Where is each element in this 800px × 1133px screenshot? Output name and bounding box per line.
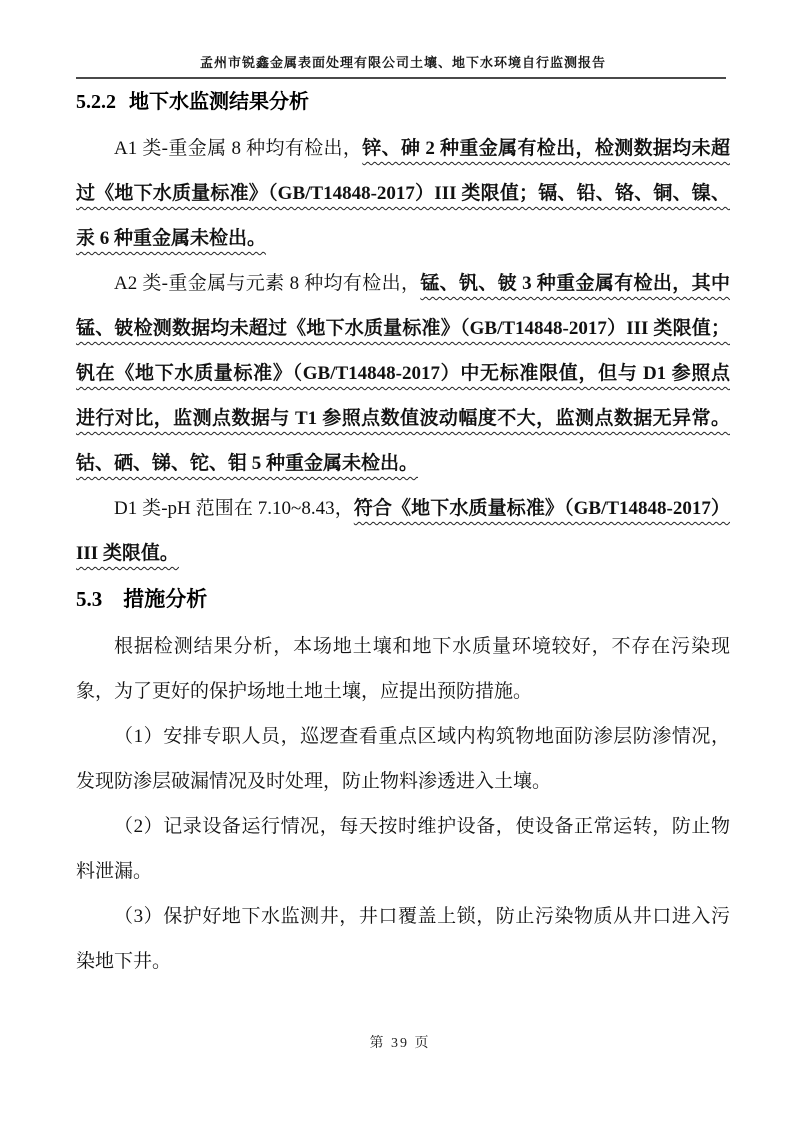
paragraph-text: （2）记录设备运行情况，每天按时维护设备，使设备正常运转，防止物料泄漏。 [76, 816, 730, 882]
paragraph-text: A2 类-重金属与元素 8 种均有检出， [114, 273, 421, 294]
paragraph-text: （3）保护好地下水监测井，井口覆盖上锁，防止污染物质从井口进入污染地下井。 [76, 906, 730, 972]
page-number: 第 39 页 [369, 1036, 431, 1051]
paragraph-measure-1 [76, 714, 730, 804]
paragraph-d1-ph [76, 486, 730, 576]
running-header-title: 孟州市锐鑫金属表面处理有限公司土壤、地下水环境自行监测报告 [199, 55, 606, 70]
paragraph-emphasized-text: 锰、钒、铍 3 种重金属有检出，其中锰、铍检测数据均未超过《地下水质量标准》（GB/T14848-2017）III 类限值；钒在《地下水质量标准》（GB/T14848-2017）中无标准限值，但与 D1 参照点进行对比，监测点数据与 T1 参照点数值波动幅度不大，监测点数据无异常。钴、硒、锑、铊、钼 5 种重金属未检出。 [76, 273, 730, 474]
paragraph-a2-groundwater [76, 261, 730, 486]
paragraph-text: D1 类-pH 范围在 7.10~8.43， [114, 498, 354, 519]
document-body [76, 84, 730, 984]
paragraph-emphasized-text: 符合《地下水质量标准》（GB/T14848-2017）III 类限值。 [76, 498, 730, 564]
section-number: 5.2.2 [76, 91, 116, 113]
section-heading-5-2-2 [76, 88, 730, 116]
paragraph-a1-groundwater [76, 126, 730, 261]
paragraph-text: （1）安排专职人员，巡逻查看重点区域内构筑物地面防渗层防渗情况，发现防渗层破漏情况及时处理，防止物料渗透进入土壤。 [76, 726, 730, 792]
section-number: 5.3 [76, 587, 103, 611]
paragraph-measure-2 [76, 804, 730, 894]
section-heading-5-3 [76, 582, 730, 616]
paragraph-emphasized-text: 锌、砷 2 种重金属有检出，检测数据均未超过《地下水质量标准》（GB/T14848-2017）III 类限值；镉、铅、铬、铜、镍、汞 6 种重金属未检出。 [76, 138, 730, 249]
paragraph-measures-intro [76, 624, 730, 714]
paragraph-text: 根据检测结果分析，本场地土壤和地下水质量环境较好，不存在污染现象，为了更好的保护场地土地土壤，应提出预防措施。 [76, 636, 730, 702]
paragraph-text: A1 类-重金属 8 种均有检出， [114, 138, 363, 159]
section-title: 措施分析 [123, 587, 208, 611]
section-title: 地下水监测结果分析 [129, 91, 309, 113]
paragraph-measure-3 [76, 894, 730, 984]
header-rule [76, 77, 726, 79]
